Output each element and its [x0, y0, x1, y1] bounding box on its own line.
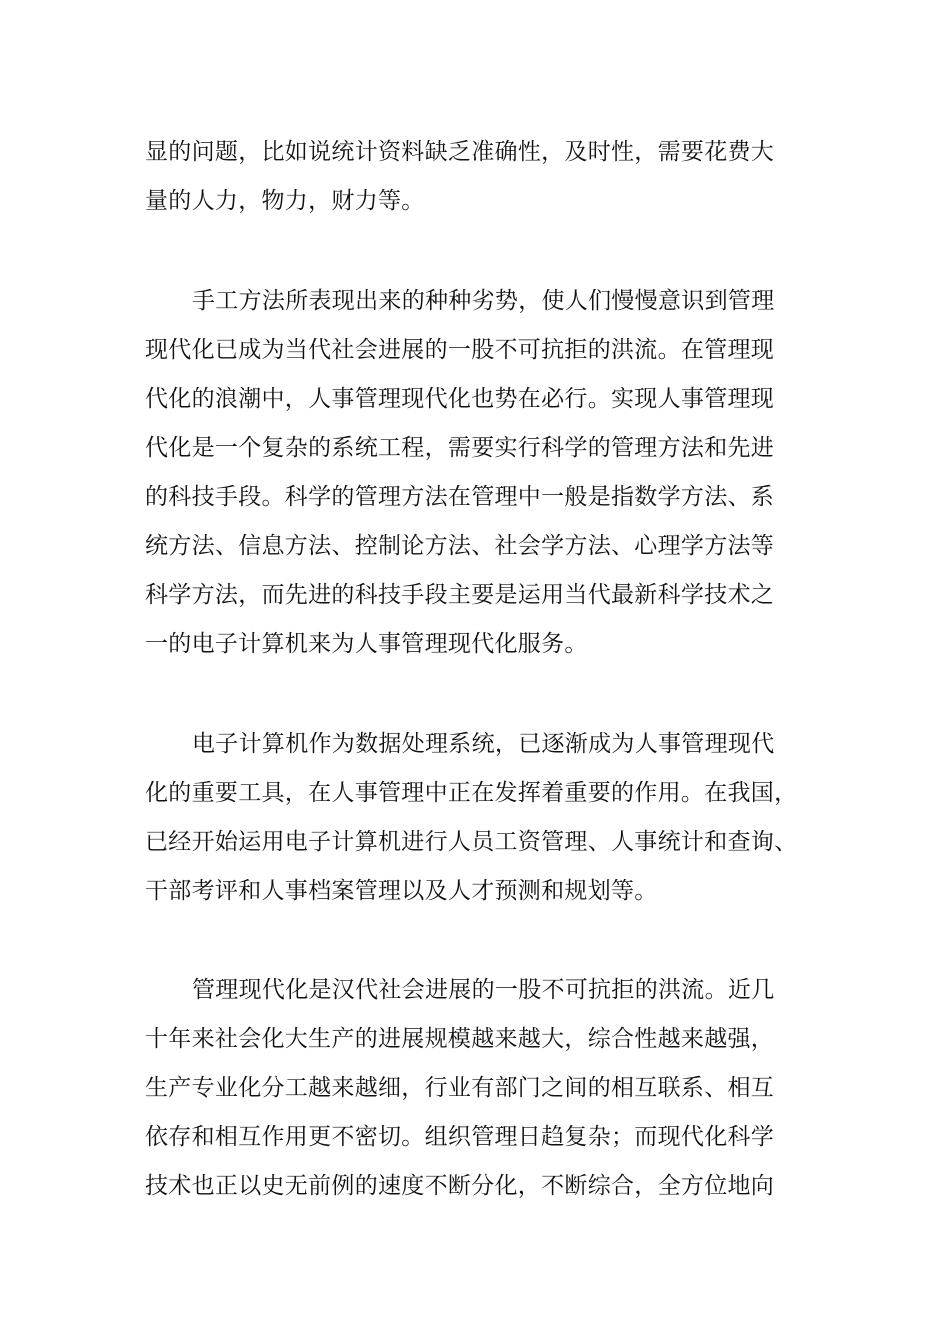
- text-line: 管理现代化是汉代社会进展的一股不可抗拒的洪流。近几: [192, 977, 775, 1003]
- text-line: 一的电子计算机来为人事管理现代化服务。: [145, 631, 588, 657]
- text-line: 现代化已成为当代社会进展的一股不可抗拒的洪流。在管理现: [145, 337, 775, 363]
- paragraph: [145, 128, 835, 226]
- text-line: 的科技手段。科学的管理方法在管理中一般是指数学方法、系: [145, 484, 775, 510]
- text-line: 代化的浪潮中，人事管理现代化也势在必行。实现人事管理现: [145, 386, 775, 412]
- paragraph: [145, 720, 835, 916]
- text-line: 依存和相互作用更不密切。组织管理日趋复杂；而现代化科学: [145, 1124, 775, 1150]
- text-line: 技术也正以史无前例的速度不断分化，不断综合，全方位地向: [145, 1173, 775, 1199]
- paragraph: [145, 277, 835, 669]
- text-line: 已经开始运用电子计算机进行人员工资管理、人事统计和查询、: [145, 829, 798, 855]
- text-line: 量的人力，物力，财力等。: [145, 188, 425, 214]
- text-line: 十年来社会化大生产的进展规模越来越大，综合性越来越强，: [145, 1026, 775, 1052]
- text-line: 显的问题，比如说统计资料缺乏准确性，及时性，需要花费大: [145, 139, 775, 165]
- text-line: 干部考评和人事档案管理以及人才预测和规划等。: [145, 878, 658, 904]
- text-line: 科学方法，而先进的科技手段主要是运用当代最新科学技术之: [145, 582, 775, 608]
- text-line: 化的重要工具，在人事管理中正在发挥着重要的作用。在我国，: [145, 780, 798, 806]
- text-line: 手工方法所表现出来的种种劣势，使人们慢慢意识到管理: [192, 288, 775, 314]
- text-line: 统方法、信息方法、控制论方法、社会学方法、心理学方法等: [145, 533, 775, 559]
- text-line: 代化是一个复杂的系统工程，需要实行科学的管理方法和先进: [145, 435, 775, 461]
- text-line: 电子计算机作为数据处理系统，已逐渐成为人事管理现代: [192, 731, 775, 757]
- paragraph: [145, 966, 835, 1211]
- text-line: 生产专业化分工越来越细，行业有部门之间的相互联系、相互: [145, 1075, 775, 1101]
